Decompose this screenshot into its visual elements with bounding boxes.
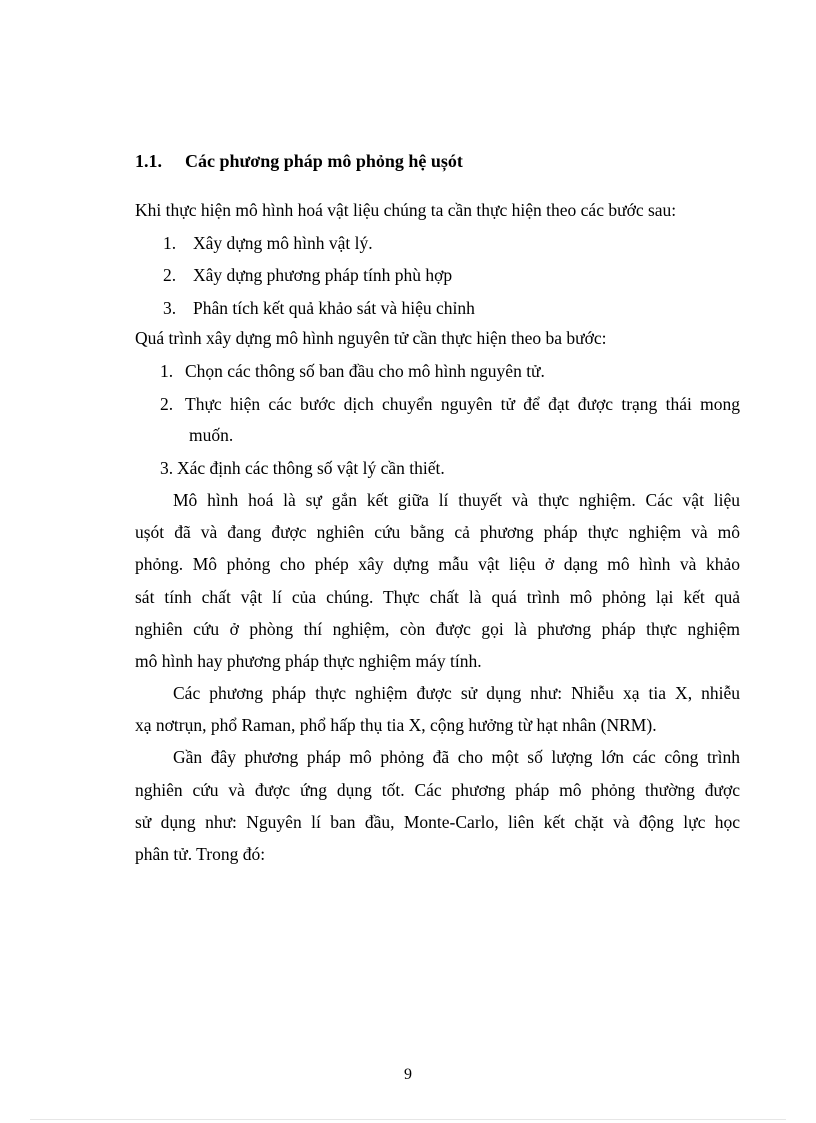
intro2-text: Quá trình xây dựng mô hình nguyên tử cần thực hiện theo ba bước: — [135, 328, 607, 348]
page-bottom-rule — [30, 1119, 786, 1120]
paragraph-line: Mô hình hoá là sự gắn kết giữa lí thuyết và thực nghiệm. Các vật liệu — [173, 490, 740, 510]
paragraph-line: nghiên cứu và được ứng dụng tốt. Các phương pháp mô phỏng thường được — [135, 780, 740, 800]
section-heading — [135, 150, 463, 172]
list-item: 2. Xây dựng phương pháp tính phù hợp — [163, 265, 453, 285]
paragraph-line: nghiên cứu ở phòng thí nghiệm, còn được gọi là phương pháp thực nghiệm — [135, 619, 740, 639]
paragraph-line: sát tính chất vật lí của chúng. Thực chất là quá trình mô phỏng lại kết quả — [135, 587, 740, 607]
page-number: 9 — [404, 1066, 412, 1083]
list-item: 3. Phân tích kết quả khảo sát và hiệu chỉnh — [163, 298, 475, 318]
section-number: 1.1. — [135, 151, 162, 171]
paragraph-line: ușót đã và đang được nghiên cứu bằng cả phương pháp thực nghiệm và mô — [135, 522, 740, 542]
list-item-continuation: muốn. — [189, 425, 234, 445]
paragraph-line: phỏng. Mô phỏng cho phép xây dựng mẫu vật liệu ở dạng mô hình và khảo — [135, 554, 740, 574]
list-item: 1. Chọn các thông số ban đầu cho mô hình nguyên tử. — [160, 361, 545, 381]
list-item: 1. Xây dựng mô hình vật lý. — [163, 233, 373, 253]
list-item: 2. Thực hiện các bước dịch chuyển nguyên tử để đạt được trạng thái mong — [160, 394, 740, 414]
paragraph-line: sử dụng như: Nguyên lí ban đầu, Monte-Carlo, liên kết chặt và động lực học — [135, 812, 740, 832]
section-title: Các phương pháp mô phỏng hệ ușót — [185, 151, 463, 171]
paragraph-line: mô hình hay phương pháp thực nghiệm máy tính. — [135, 651, 482, 671]
list-item: 3. Xác định các thông số vật lý cần thiết. — [160, 458, 445, 478]
paragraph-line: Các phương pháp thực nghiệm được sử dụng như: Nhiễu xạ tia X, nhiễu — [173, 683, 740, 703]
paragraph-line: xạ nơtrụn, phổ Raman, phổ hấp thụ tia X, cộng hưởng từ hạt nhân (NRM). — [135, 715, 657, 735]
paragraph-line: phân tử. Trong đó: — [135, 844, 266, 864]
paragraph-line: Gần đây phương pháp mô phỏng đã cho một số lượng lớn các công trình — [173, 747, 740, 767]
intro-text: Khi thực hiện mô hình hoá vật liệu chúng ta cần thực hiện theo các bước sau: — [135, 200, 677, 220]
